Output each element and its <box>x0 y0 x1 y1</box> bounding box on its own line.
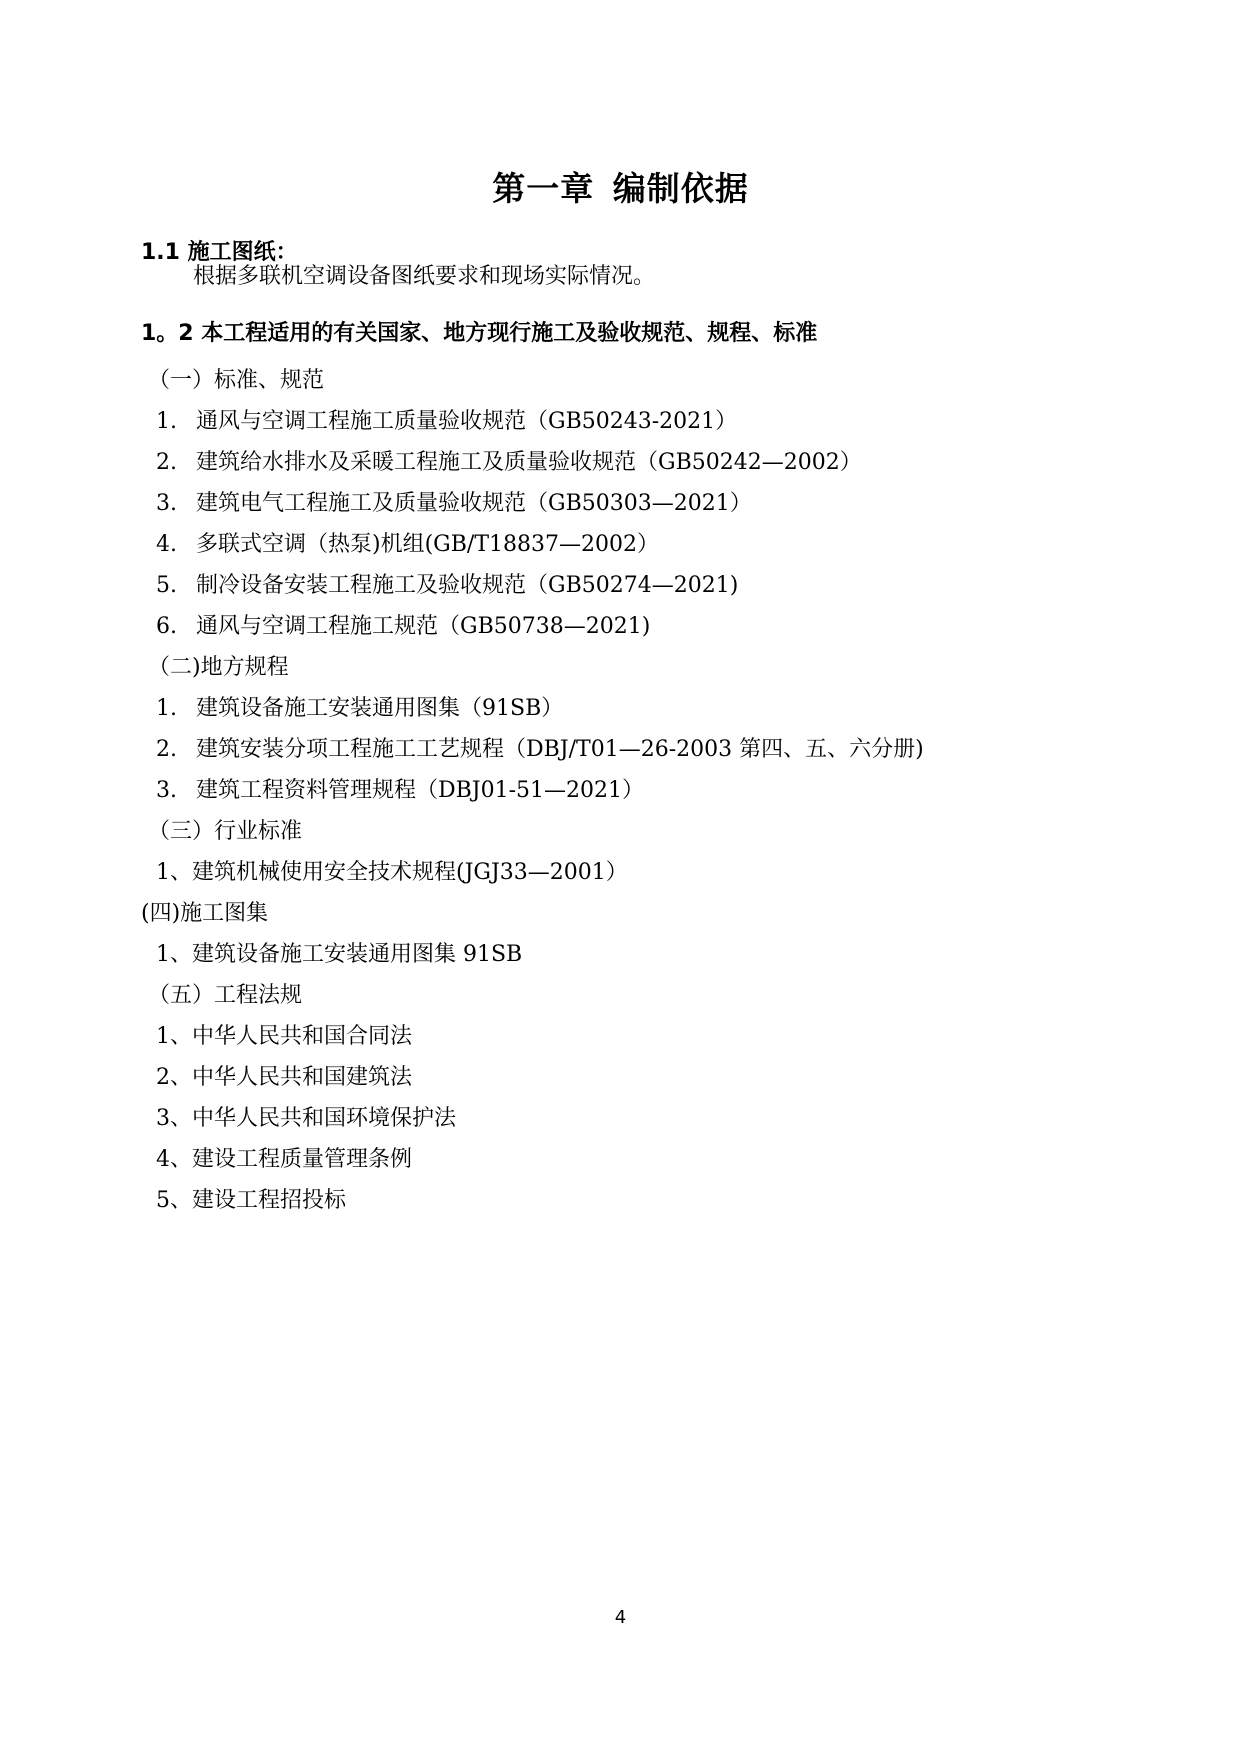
group-label-engineering-laws: （五）工程法规 <box>148 983 303 1008</box>
list-item-number: 2. <box>156 737 177 762</box>
list-item <box>156 1022 412 1052</box>
list-item-text: 1、建筑设备施工安装通用图集 91SB <box>156 942 523 967</box>
list-item <box>156 858 628 888</box>
list-item-text: 建筑电气工程施工及质量验收规范（GB50303—2021） <box>196 491 752 516</box>
group-label-construction-atlas: (四)施工图集 <box>141 901 269 926</box>
list-item-number: 1. <box>156 696 177 721</box>
list-item-number: 2. <box>156 450 177 475</box>
group-label-standards: （一）标准、规范 <box>148 368 325 393</box>
list-item-number: 4. <box>156 532 177 557</box>
list-item-text: 建筑设备施工安装通用图集（91SB） <box>196 696 564 721</box>
list-item-number: 5. <box>156 573 177 598</box>
list-item-number: 3. <box>156 491 177 516</box>
list-item-text: 制冷设备安装工程施工及验收规范（GB50274—2021) <box>196 573 739 598</box>
list-item-text: 多联式空调（热泵)机组(GB/T18837—2002） <box>196 532 659 557</box>
list-item-text: 4、建设工程质量管理条例 <box>156 1147 412 1172</box>
list-item-number: 6. <box>156 614 177 639</box>
list-item <box>156 776 644 806</box>
list-item-text: 建筑给水排水及采暖工程施工及质量验收规范（GB50242—2002） <box>196 450 862 475</box>
list-item <box>156 1186 346 1216</box>
list-item <box>156 735 924 765</box>
list-item-number: 1. <box>156 409 177 434</box>
list-item <box>156 489 752 519</box>
list-item-text: 建筑工程资料管理规程（DBJ01-51—2021） <box>196 778 645 803</box>
list-item-text: 3、中华人民共和国环境保护法 <box>156 1106 456 1131</box>
list-item <box>156 694 563 724</box>
list-item <box>156 1104 456 1134</box>
list-item <box>156 1145 412 1175</box>
list-item <box>156 1063 412 1093</box>
list-item-text: 建筑安装分项工程施工工艺规程（DBJ/T01—26-2003 第四、五、六分册) <box>196 737 924 762</box>
page-number: 4 <box>614 1607 627 1628</box>
group-label-industry-standards: （三）行业标准 <box>148 819 303 844</box>
list-item <box>156 940 522 970</box>
list-item <box>156 571 738 601</box>
list-item <box>156 448 862 478</box>
section-heading-1-1: 1.1 施工图纸： <box>141 240 298 265</box>
list-item <box>156 612 650 642</box>
list-item-text: 1、建筑机械使用安全技术规程(JGJ33—2001） <box>156 860 628 885</box>
group-label-local-regulations: （二)地方规程 <box>148 655 289 680</box>
list-item-text: 2、中华人民共和国建筑法 <box>156 1065 412 1090</box>
list-item-text: 通风与空调工程施工质量验收规范（GB50243-2021） <box>196 409 738 434</box>
list-item <box>156 530 659 560</box>
section-heading-1-2: 1。2 本工程适用的有关国家、地方现行施工及验收规范、规程、标准 <box>141 321 818 346</box>
chapter-title: 第一章 编制依据 <box>492 169 749 208</box>
list-item-text: 5、建设工程招投标 <box>156 1188 346 1213</box>
list-item-text: 1、中华人民共和国合同法 <box>156 1024 412 1049</box>
section-paragraph: 根据多联机空调设备图纸要求和现场实际情况。 <box>193 264 656 289</box>
list-item <box>156 407 737 437</box>
list-item-text: 通风与空调工程施工规范（GB50738—2021) <box>196 614 651 639</box>
list-item-number: 3. <box>156 778 177 803</box>
